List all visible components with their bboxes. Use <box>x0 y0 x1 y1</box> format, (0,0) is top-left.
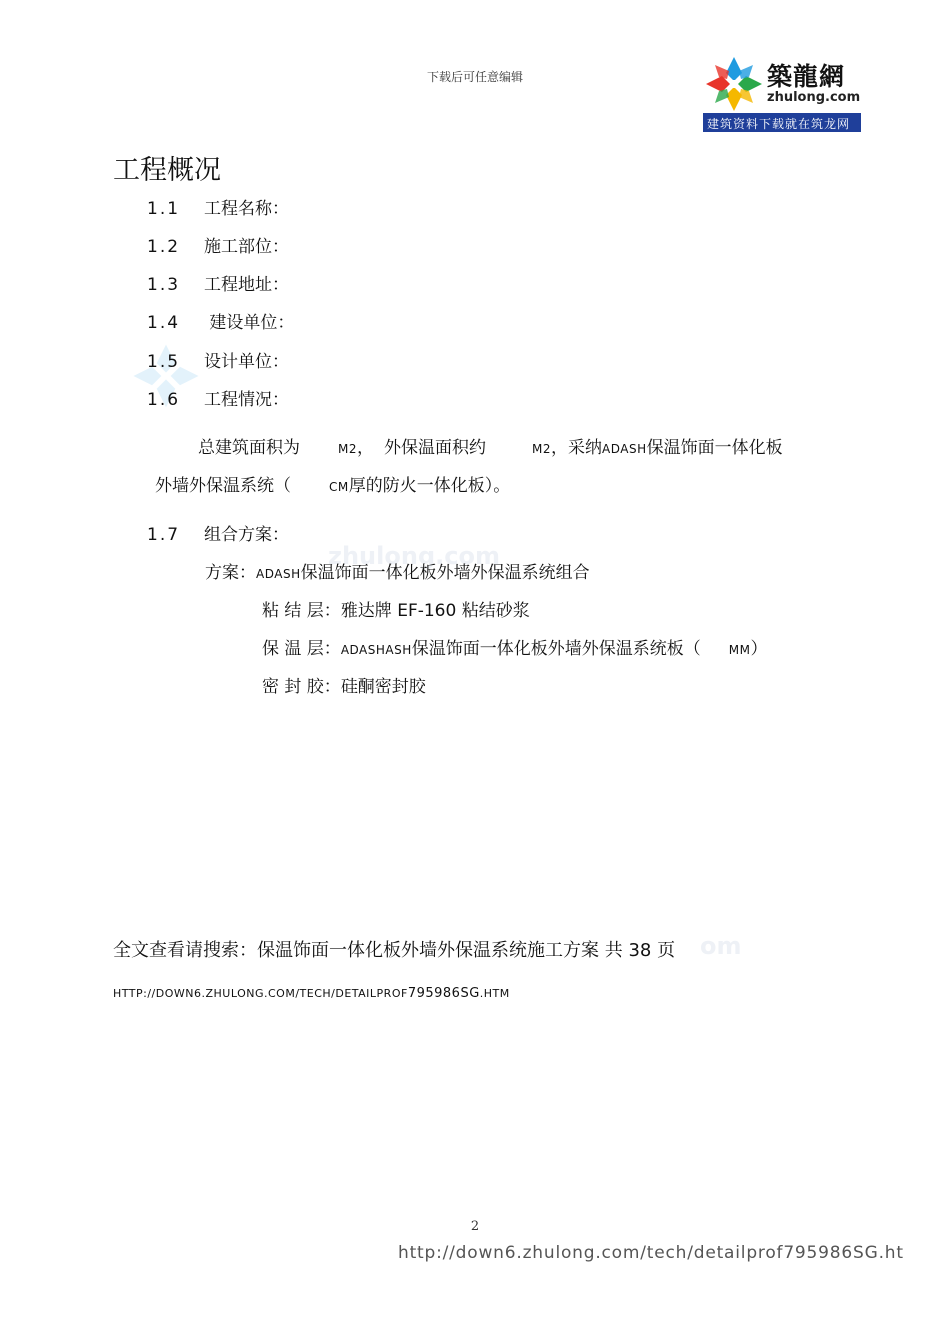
layer-insulation <box>262 634 767 659</box>
item-label: 建设单位： <box>204 313 295 333</box>
system-text: 外墙外保温系统（ <box>155 476 291 496</box>
item-label: 工程情况： <box>204 390 289 410</box>
url-id: 795986SG <box>407 986 480 1001</box>
search-prefix: 全文查看请搜索： <box>113 940 257 961</box>
search-line <box>113 936 675 962</box>
layer-bonding <box>262 596 530 621</box>
unit-m2: M2 <box>338 442 357 456</box>
scheme-text: 保温饰面一体化板外墙外保温系统组合 <box>300 563 590 583</box>
item-number: 1.2 <box>147 237 181 257</box>
item-project-name <box>147 194 289 219</box>
item-label: 设计单位： <box>204 352 289 372</box>
item-number: 1.5 <box>147 352 181 372</box>
page-number: 2 <box>470 1219 480 1234</box>
unit-m2: M2 <box>532 442 551 456</box>
close-paren: ） <box>750 639 768 659</box>
adopt-text: ，采纳 <box>551 438 602 458</box>
layer-label: 密 封 胶： <box>262 677 341 697</box>
item-project-situation <box>147 385 289 410</box>
item-project-address <box>147 270 289 295</box>
brand-adash: ADASH <box>256 567 301 581</box>
total-area-label: 总建筑面积为 <box>198 438 300 458</box>
item-number: 1.1 <box>147 199 181 219</box>
insulation-area-label: 外保温面积约 <box>384 438 486 458</box>
zhulong-logo[interactable] <box>703 55 861 132</box>
brand-adash: ADASH <box>602 442 647 456</box>
section-title: 工程概况 <box>113 155 221 186</box>
item-label: 工程名称： <box>204 199 289 219</box>
item-label: 工程地址： <box>204 275 289 295</box>
scheme-line <box>205 558 590 583</box>
page-count: 38 <box>628 940 652 961</box>
logo-domain: zhulong.com <box>767 90 861 105</box>
logo-slogan: 建筑资料下载就在筑龙网 <box>707 117 851 131</box>
situation-line-2 <box>155 471 510 496</box>
watermark-fragment: om <box>700 932 742 960</box>
layer-text: 硅酮密封胶 <box>340 677 426 697</box>
comma: ， <box>357 438 374 458</box>
item-design-unit <box>147 347 289 372</box>
search-gong: 共 <box>599 940 629 961</box>
layer-text: 雅达牌 EF-160 粘结砂浆 <box>340 601 530 621</box>
item-number: 1.6 <box>147 390 181 410</box>
footer-url-link[interactable]: http://down6.zhulong.com/tech/detailprof795986SG.ht <box>398 1243 904 1263</box>
product-text: 保温饰面一体化板 <box>646 438 783 458</box>
situation-line-1 <box>198 433 783 458</box>
unit-mm: MM <box>728 643 751 657</box>
item-construction-part <box>147 232 289 257</box>
url-part: HTTP://DOWN6.ZHULONG.COM/TECH/DETAILPROF <box>113 987 408 1000</box>
layer-text: 保温饰面一体化板外墙外保温系统板（ <box>411 639 701 659</box>
item-number: 1.7 <box>147 525 181 545</box>
unit-cm: CM <box>329 480 349 494</box>
layer-sealant <box>262 672 426 697</box>
item-label: 组合方案： <box>204 525 289 545</box>
header-note: 下载后可任意编辑 <box>426 70 523 84</box>
logo-chinese-name: 築龍網 <box>767 62 846 91</box>
search-title[interactable]: 保温饰面一体化板外墙外保温系统施工方案 <box>257 940 599 961</box>
item-owner-unit <box>147 308 294 333</box>
search-ye: 页 <box>651 940 676 961</box>
item-label: 施工部位： <box>204 237 289 257</box>
item-number: 1.3 <box>147 275 181 295</box>
item-number: 1.4 <box>147 313 181 333</box>
logo-mark-icon <box>703 55 765 113</box>
item-combination-scheme <box>147 520 289 545</box>
scheme-label: 方案： <box>205 563 256 583</box>
watermark-text: zhulong.com <box>328 542 500 570</box>
layer-label: 保 温 层： <box>262 639 341 659</box>
brand-adashash: ADASHASH <box>340 643 412 657</box>
board-text: 厚的防火一体化板）。 <box>348 476 511 496</box>
url-ext: .HTM <box>479 987 510 1000</box>
layer-label: 粘 结 层： <box>262 601 341 621</box>
document-url-link[interactable] <box>113 986 510 1001</box>
